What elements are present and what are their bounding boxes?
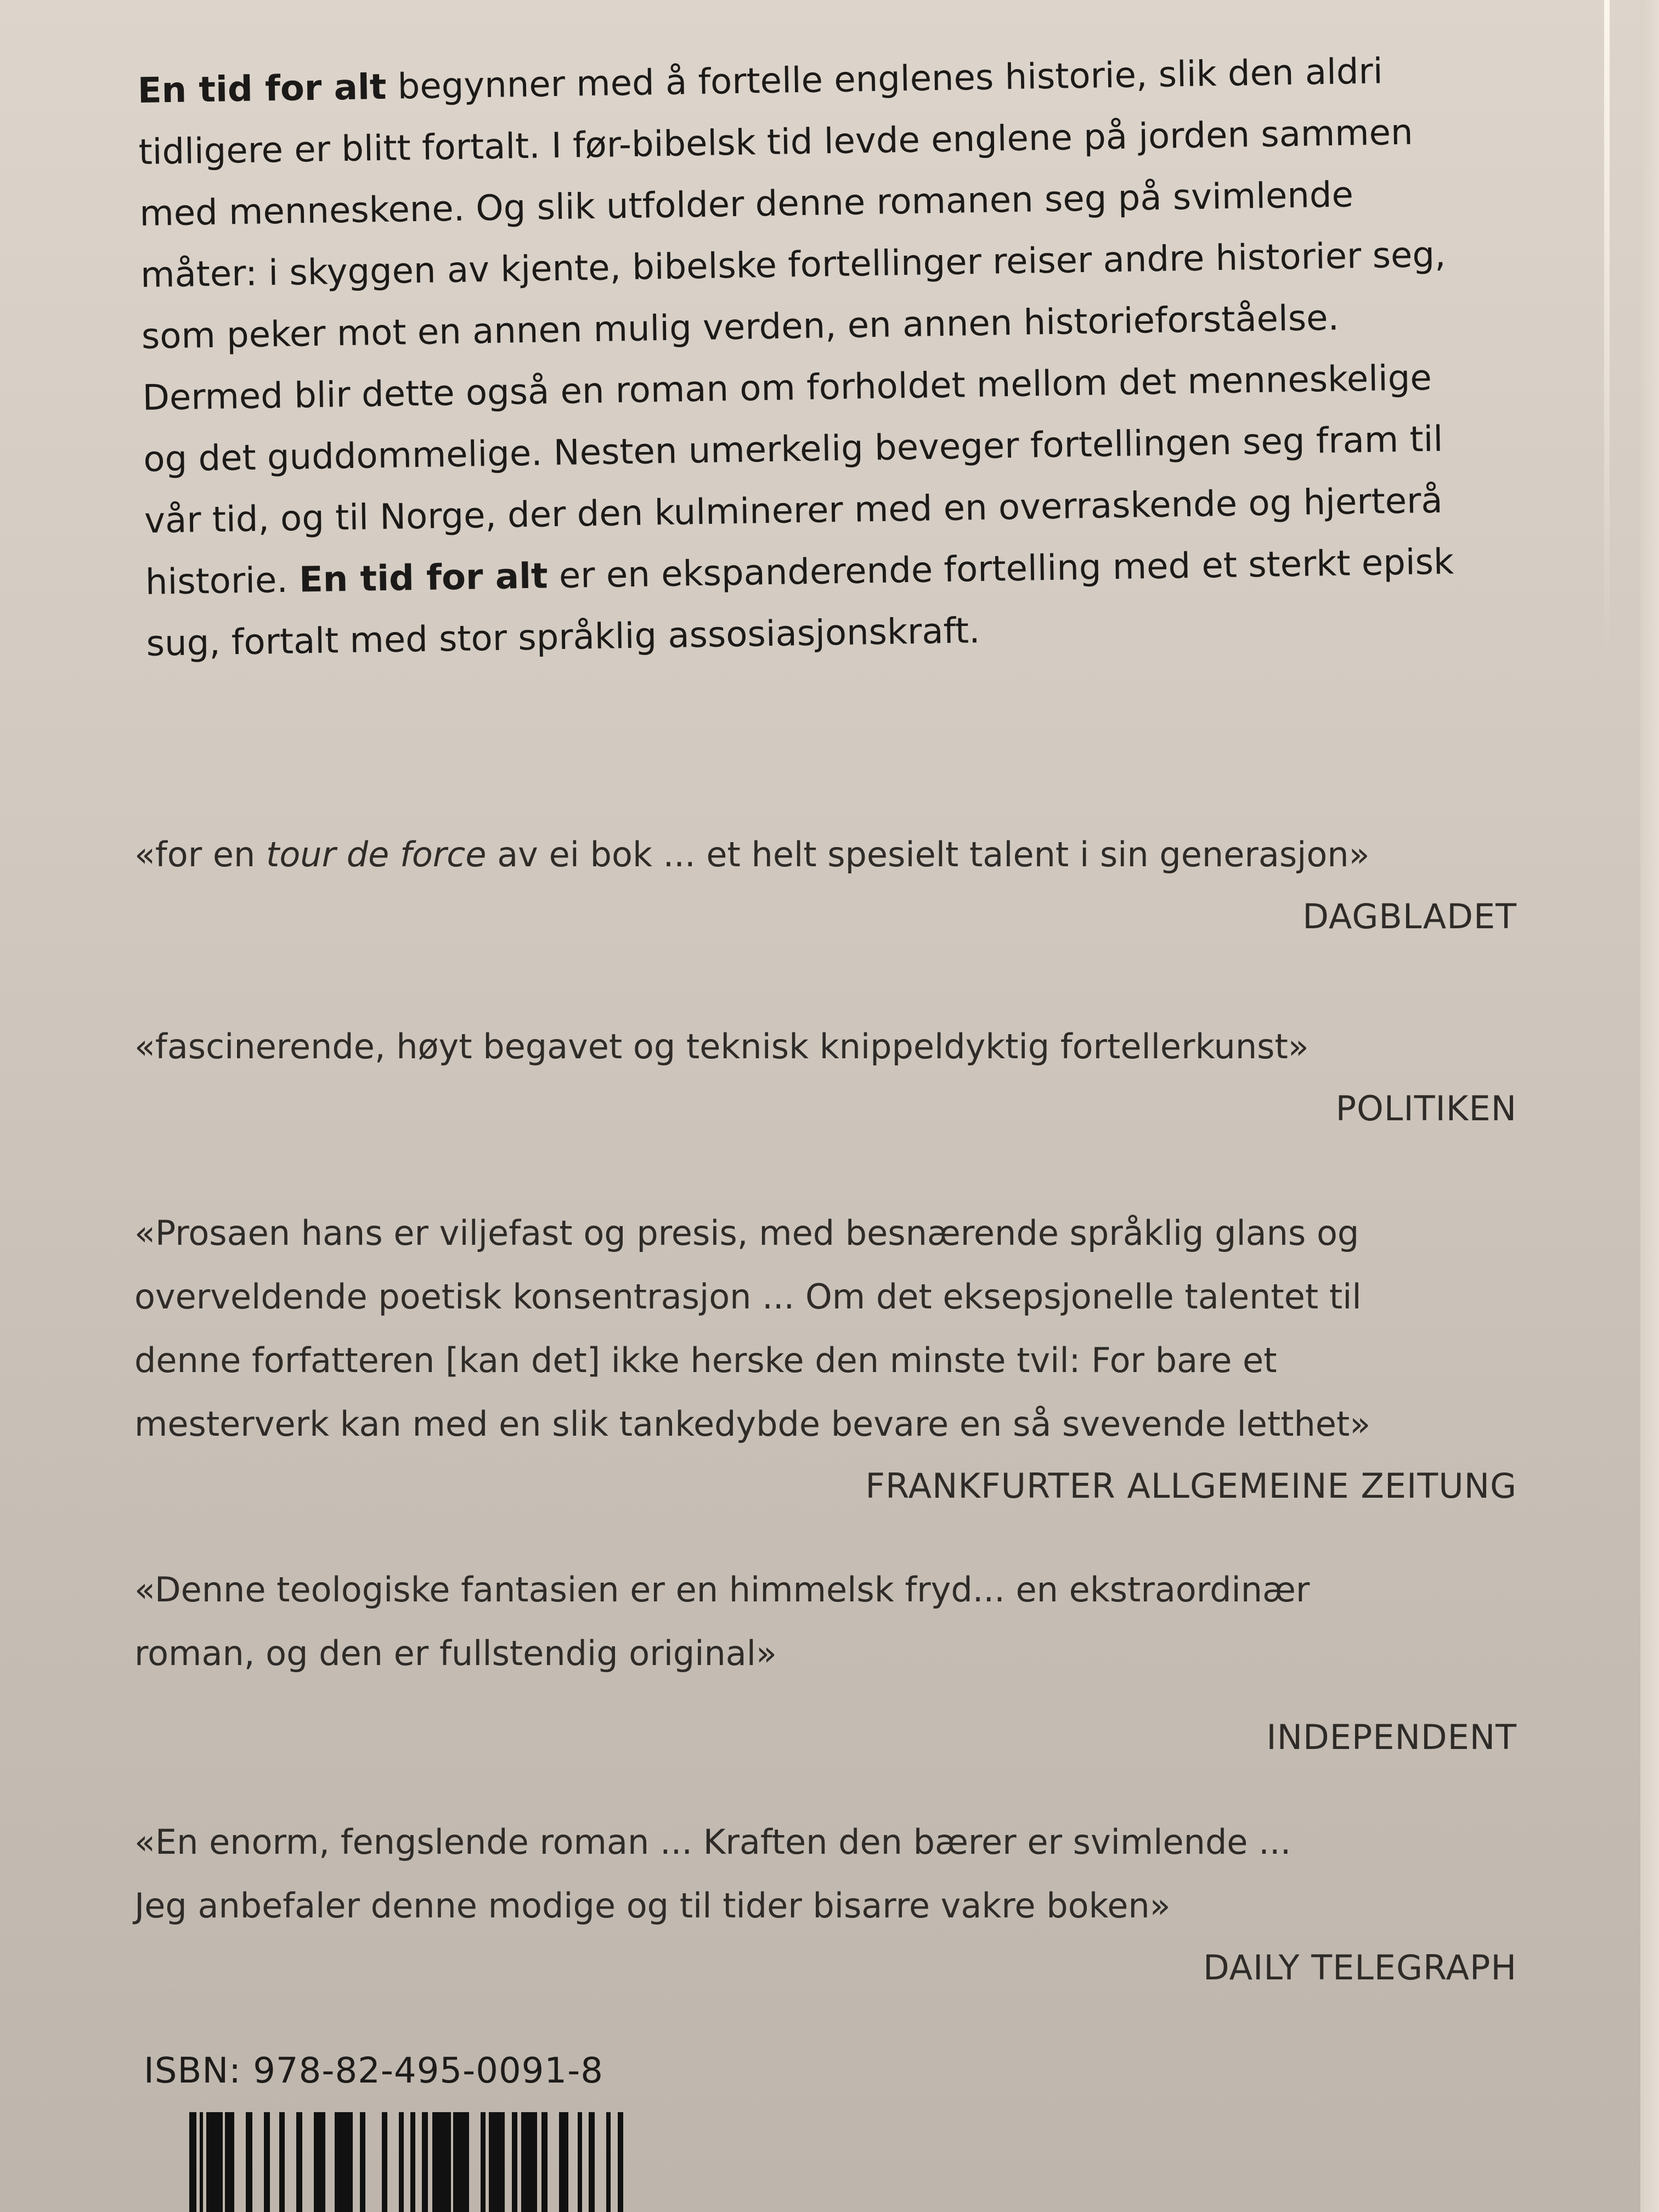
- barcode-bar: [314, 2112, 325, 2212]
- quote-italic-text: tour de force: [266, 834, 487, 874]
- quote-line: «Prosaen hans er viljefast og presis, med besnærende språklig glans og: [134, 1213, 1359, 1253]
- quote-line: denne forfatteren [kan det] ikke herske den minste tvil: For bare et: [134, 1340, 1277, 1380]
- barcode-bar: [399, 2112, 403, 2212]
- book-title-bold: En tid for alt: [137, 66, 387, 111]
- blurb-line: måter: i skyggen av kjente, bibelske fortellinger reiser andre historier seg,: [140, 234, 1446, 296]
- quote-line: Jeg anbefaler denne modige og til tider bisarre vakre boken»: [134, 1886, 1171, 1926]
- barcode-bar: [382, 2112, 388, 2212]
- quote-line: overveldende poetisk konsentrasjon ... Om det eksepsjonelle talentet til: [134, 1277, 1362, 1317]
- quote-source: FRANKFURTER ALLGEMEINE ZEITUNG: [865, 1466, 1517, 1506]
- book-blurb: [137, 38, 1551, 675]
- cover-edge: [1640, 0, 1659, 2212]
- barcode: [189, 2112, 579, 2212]
- barcode-bar: [296, 2112, 302, 2212]
- review-quote-dagbladet: [134, 823, 1517, 947]
- blurb-line: og det guddommelige. Nesten umerkelig beveger fortellingen seg fram til: [143, 419, 1443, 480]
- barcode-bar: [264, 2112, 270, 2212]
- barcode-bar: [360, 2112, 366, 2212]
- review-quote-independent: [134, 1558, 1517, 1768]
- barcode-bar: [512, 2112, 518, 2212]
- blurb-line: vår tid, og til Norge, der den kulminerer med en overraskende og hjerterå: [144, 480, 1443, 541]
- quote-text: «for en: [134, 834, 267, 874]
- quote-line: mesterverk kan med en slik tankedybde bevare en så svevende letthet»: [134, 1404, 1371, 1444]
- blurb-line: som peker mot en annen mulig verden, en annen historieforståelse.: [141, 297, 1340, 357]
- barcode-space: [611, 2112, 618, 2212]
- barcode-bar: [559, 2112, 568, 2212]
- barcode-space: [568, 2112, 578, 2212]
- barcode-space: [302, 2112, 314, 2212]
- barcode-bar: [578, 2112, 582, 2212]
- barcode-bar: [422, 2112, 428, 2212]
- blurb-text: historie.: [145, 560, 300, 603]
- blurb-line: sug, fortalt med stor språklig assosiasjonskraft.: [146, 611, 980, 664]
- blurb-line: Dermed blir dette også en roman om forholdet mellom det menneskelige: [142, 358, 1432, 419]
- glossy-highlight: [1604, 0, 1610, 658]
- blurb-line: tidligere er blitt fortalt. I før-bibelsk tid levde englene på jorden sammen: [138, 112, 1414, 173]
- isbn-label: ISBN: 978-82-495-0091-8: [144, 2051, 603, 2091]
- blurb-line: med menneskene. Og slik utfolder denne romanen seg på svimlende: [139, 174, 1354, 234]
- barcode-space: [387, 2112, 399, 2212]
- quote-text: av ei bok ... et helt spesielt talent i sin generasjon»: [486, 834, 1370, 874]
- barcode-bar: [618, 2112, 624, 2212]
- barcode-space: [252, 2112, 264, 2212]
- barcode-bar: [189, 2112, 196, 2212]
- barcode-space: [595, 2112, 606, 2212]
- quote-line: «Denne teologiske fantasien er en himmelsk fryd... en ekstraordinær: [134, 1570, 1310, 1610]
- barcode-space: [623, 2112, 627, 2212]
- barcode-bar: [335, 2112, 353, 2212]
- barcode-space: [404, 2112, 411, 2212]
- barcode-bar: [246, 2112, 253, 2212]
- barcode-space: [469, 2112, 481, 2212]
- barcode-bar: [225, 2112, 234, 2212]
- quote-line: [134, 823, 1517, 887]
- barcode-space: [285, 2112, 296, 2212]
- barcode-bar: [606, 2112, 611, 2212]
- quote-line: «En enorm, fengslende roman ... Kraften den bærer er svimlende ...: [134, 1822, 1291, 1862]
- barcode-space: [234, 2112, 246, 2212]
- barcode-bar: [489, 2112, 505, 2212]
- barcode-space: [537, 2112, 541, 2212]
- barcode-space: [415, 2112, 422, 2212]
- barcode-space: [325, 2112, 335, 2212]
- barcode-bar: [541, 2112, 548, 2212]
- blurb-text: begynner med å fortelle englenes historie, slik den aldri: [386, 51, 1384, 108]
- barcode-bar: [453, 2112, 469, 2212]
- barcode-space: [270, 2112, 279, 2212]
- review-quote-daily-telegraph: [134, 1810, 1517, 1998]
- book-title-bold: En tid for alt: [298, 556, 549, 601]
- quote-line: «fascinerende, høyt begavet og teknisk knippeldyktig fortellerkunst»: [134, 1026, 1309, 1066]
- quote-line: roman, og den er fullstendig original»: [134, 1633, 777, 1673]
- barcode-space: [428, 2112, 432, 2212]
- review-quote-faz: [134, 1201, 1517, 1516]
- barcode-space: [353, 2112, 360, 2212]
- barcode-space: [548, 2112, 559, 2212]
- barcode-bar: [206, 2112, 222, 2212]
- quote-source: DAGBLADET: [1302, 896, 1517, 936]
- barcode-space: [505, 2112, 512, 2212]
- barcode-space: [365, 2112, 381, 2212]
- barcode-bar: [481, 2112, 485, 2212]
- quote-source: INDEPENDENT: [1266, 1717, 1517, 1757]
- review-quote-politiken: [134, 1015, 1517, 1139]
- barcode-bar: [521, 2112, 537, 2212]
- quote-source: POLITIKEN: [1335, 1088, 1517, 1128]
- barcode-bar: [432, 2112, 451, 2212]
- blurb-text: er en ekspanderende fortelling med et sterkt episk: [547, 541, 1454, 597]
- barcode-bar: [279, 2112, 285, 2212]
- barcode-space: [582, 2112, 589, 2212]
- barcode-bar: [410, 2112, 415, 2212]
- barcode-bar: [589, 2112, 595, 2212]
- quote-source: DAILY TELEGRAPH: [1203, 1948, 1517, 1988]
